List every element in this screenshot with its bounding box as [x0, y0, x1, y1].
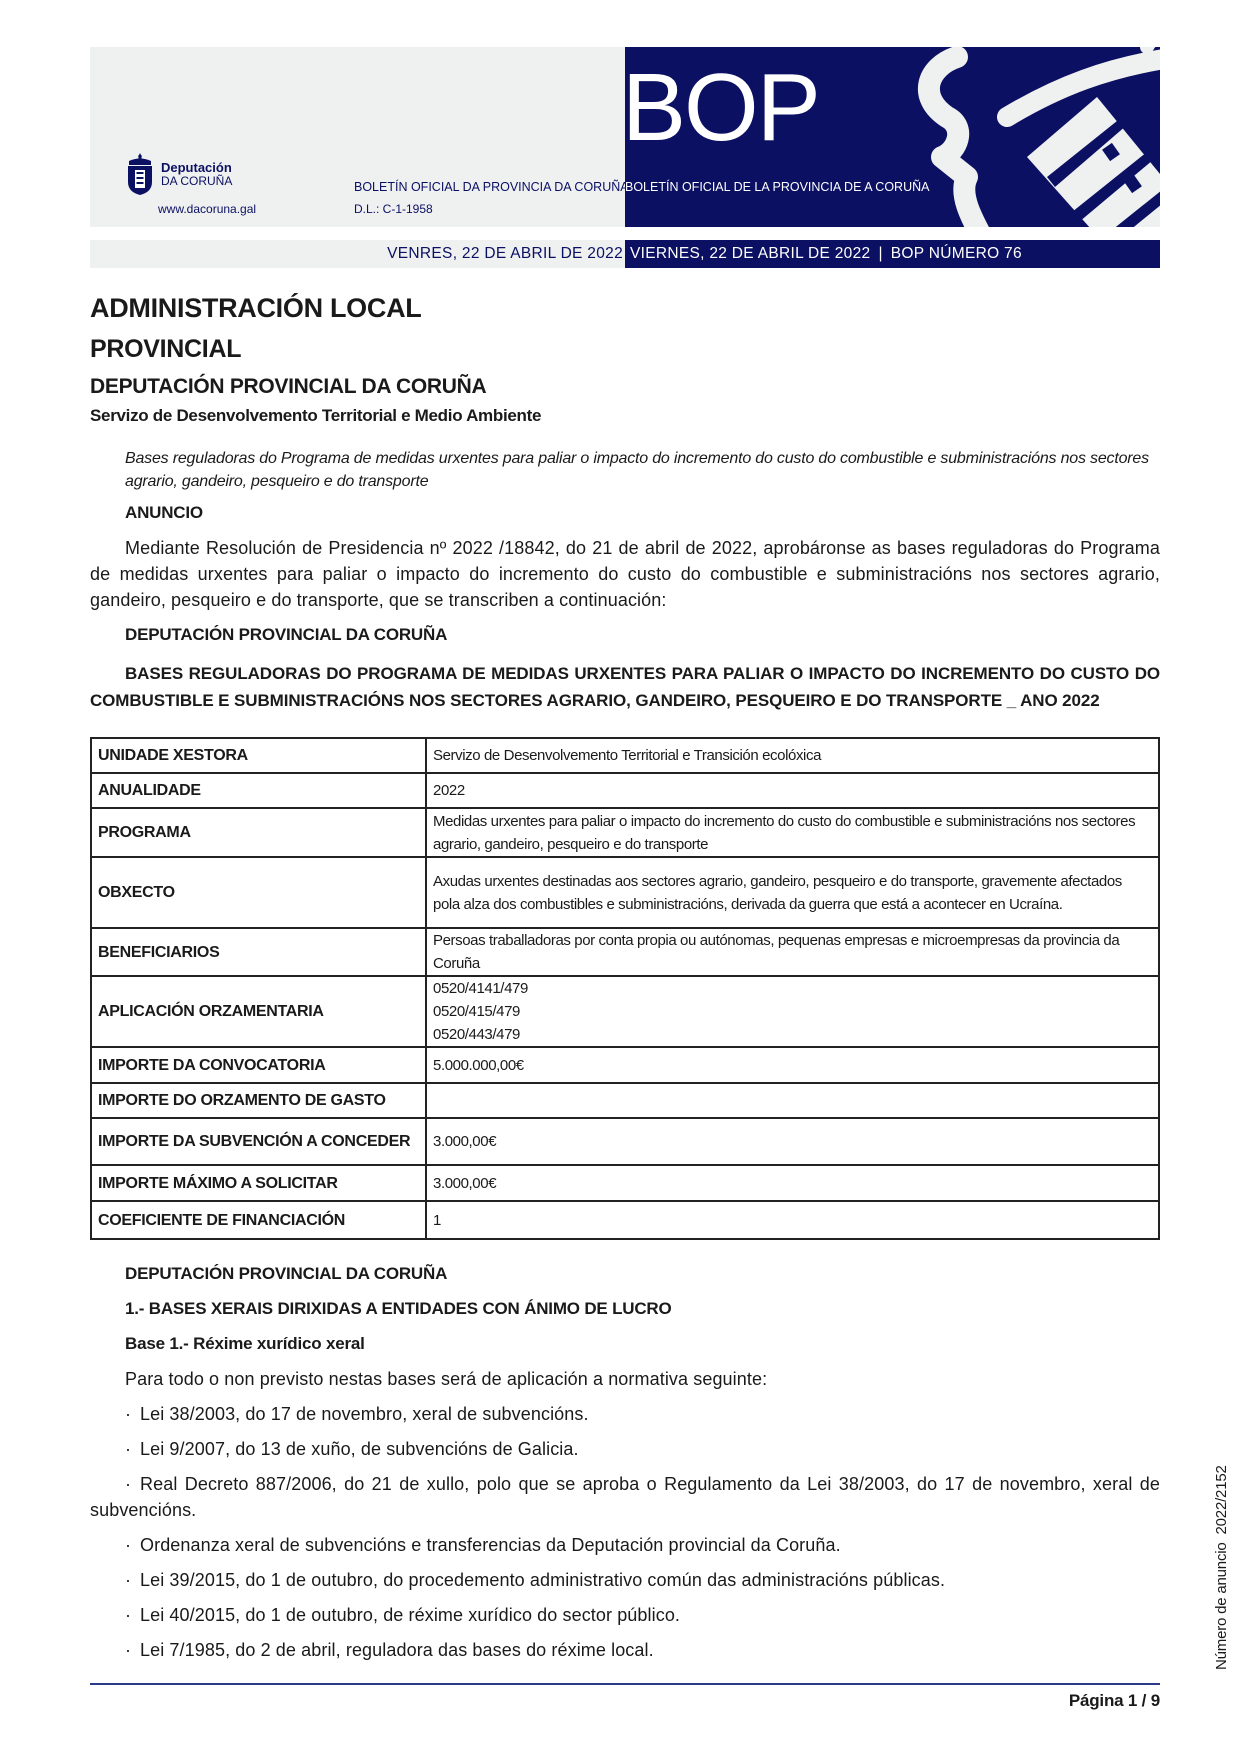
bulletin-title-galician: BOLETÍN OFICIAL DA PROVINCIA DA CORUÑA [354, 180, 629, 194]
table-row [91, 1047, 1159, 1083]
table-key: IMPORTE DA CONVOCATORIA [91, 1047, 426, 1083]
table-row [91, 857, 1159, 928]
table-row [91, 808, 1159, 857]
resolution-paragraph: Mediante Resolución de Presidencia nº 2022 /18842, do 21 de abril de 2022, aprobáronse as bases reguladoras do Programa de medidas urxentes para paliar o impacto do incremento do custo do combustible e subministracións nos sectores agrario, gandeiro, pesqueiro e do transporte, que se transcriben a continuación: [90, 538, 1160, 610]
separator: | [878, 245, 883, 262]
budget-line: 0520/4141/479 [433, 980, 528, 997]
table-row [91, 1118, 1159, 1165]
bullet-icon: · [125, 1605, 132, 1625]
table-row [91, 928, 1159, 976]
bullet-icon: · [125, 1640, 132, 1660]
issue-number: BOP NÚMERO 76 [890, 245, 1022, 262]
bullet-icon: · [125, 1535, 132, 1555]
budget-line: 0520/415/479 [433, 1003, 520, 1020]
normative-intro: Para todo o non previsto nestas bases será de aplicación a normativa seguinte: [125, 1369, 768, 1389]
bop-brand-title: BOP [622, 54, 819, 161]
table-row [91, 976, 1159, 1047]
date-spanish: VIERNES, 22 DE ABRIL DE 2022 [630, 245, 871, 262]
table-value: 2022 [426, 773, 1159, 808]
date-issue-spanish [630, 245, 1022, 263]
table-value: Medidas urxentes para paliar o impacto do incremento do custo do combustible e subministracións nos sectores agrario, gandeiro, pesqueiro e do transporte [426, 808, 1159, 857]
table-key: IMPORTE MÁXIMO A SOLICITAR [91, 1165, 426, 1201]
table-value: Persoas traballadoras por conta propia ou autónomas, pequenas empresas e microempresas da provincia da Coruña [426, 928, 1159, 976]
crest-watermark-icon [887, 47, 1160, 227]
website-link[interactable]: www.dacoruna.gal [158, 202, 257, 216]
entity-repeat-heading: DEPUTACIÓN PROVINCIAL DA CORUÑA [125, 625, 448, 644]
announcement-subject: Bases reguladoras do Programa de medidas urxentes para paliar o impacto do incremento do custo do combustible e subministracións nos sectores agrario, gandeiro, pesqueiro e do transporte [125, 450, 1149, 490]
list-item: · Lei 9/2007, do 13 de xuño, de subvencións de Galicia. [90, 1436, 1160, 1462]
page-number: Página 1 / 9 [1068, 1691, 1160, 1710]
section-1-heading: 1.- BASES XERAIS DIRIXIDAS A ENTIDADES CON ÁNIMO DE LUCRO [125, 1299, 672, 1318]
table-value: Axudas urxentes destinadas aos sectores agrario, gandeiro, pesqueiro e do transporte, gravemente afectados pola alza dos combustibles e subministracións, derivada da guerra que está a acontecer en Ucraína. [426, 857, 1159, 928]
table-key: APLICACIÓN ORZAMENTARIA [91, 976, 426, 1047]
program-summary-table [90, 737, 1160, 1240]
table-value: 1 [426, 1201, 1159, 1239]
table-key: ANUALIDADE [91, 773, 426, 808]
bullet-icon: · [125, 1404, 132, 1424]
announcement-number: 2022/2152 [1213, 1465, 1230, 1535]
table-key: IMPORTE DO ORZAMENTO DE GASTO [91, 1083, 426, 1118]
budget-line: 0520/443/479 [433, 1026, 520, 1043]
deputacion-logo[interactable] [125, 152, 235, 196]
list-item: · Real Decreto 887/2006, do 21 de xullo, polo que se aproba o Regulamento da Lei 38/2003, do 17 de novembro, xeral de subvencións. [90, 1471, 1160, 1523]
table-key: IMPORTE DA SUBVENCIÓN A CONCEDER [91, 1118, 426, 1165]
announcement-number-vertical [1213, 1465, 1230, 1670]
table-row [91, 1165, 1159, 1201]
table-value: 3.000,00€ [426, 1165, 1159, 1201]
list-item: · Lei 38/2003, do 17 de novembro, xeral de subvencións. [90, 1401, 1160, 1427]
logo-line2: DA CORUÑA [161, 173, 233, 188]
table-value [426, 976, 1159, 1047]
list-item: · Lei 7/1985, do 2 de abril, reguladora das bases do réxime local. [90, 1637, 1160, 1663]
list-item: · Ordenanza xeral de subvencións e transferencias da Deputación provincial da Coruña. [90, 1532, 1160, 1558]
entity-heading: DEPUTACIÓN PROVINCIAL DA CORUÑA [90, 375, 487, 398]
bases-title: BASES REGULADORAS DO PROGRAMA DE MEDIDAS URXENTES PARA PALIAR O IMPACTO DO INCREMENTO DO CUSTO DO COMBUSTIBLE E SUBMINISTRACIÓNS NOS SECTORES AGRARIO, GANDEIRO, PESQUEIRO E DO TRANSPORTE _ ANO 2022 [90, 664, 1160, 710]
coat-of-arms-icon [125, 152, 155, 196]
anuncio-label: ANUNCIO [125, 503, 203, 522]
subsection-heading: PROVINCIAL [90, 335, 242, 363]
table-key: UNIDADE XESTORA [91, 738, 426, 773]
table-value: 3.000,00€ [426, 1118, 1159, 1165]
table-key: PROGRAMA [91, 808, 426, 857]
table-value: 5.000.000,00€ [426, 1047, 1159, 1083]
table-key: OBXECTO [91, 857, 426, 928]
table-row [91, 773, 1159, 808]
bullet-icon: · [125, 1439, 132, 1459]
logo-line1: Deputación [161, 159, 232, 175]
legal-deposit: D.L.: C-1-1958 [354, 202, 433, 216]
table-row [91, 738, 1159, 773]
section-heading: ADMINISTRACIÓN LOCAL [90, 293, 422, 323]
table-key: BENEFICIARIOS [91, 928, 426, 976]
table-key: COEFICIENTE DE FINANCIACIÓN [91, 1201, 426, 1239]
bulletin-title-spanish: BOLETÍN OFICIAL DE LA PROVINCIA DE A CORUÑA [625, 180, 930, 194]
logo-wordmark [161, 161, 232, 187]
header-gray-band [90, 47, 625, 227]
footer-rule [90, 1683, 1160, 1685]
date-galician: VENRES, 22 DE ABRIL DE 2022 [387, 245, 623, 262]
list-item: · Lei 40/2015, do 1 de outubro, de réxime xurídico do sector público. [90, 1602, 1160, 1628]
entity-heading-2: DEPUTACIÓN PROVINCIAL DA CORUÑA [125, 1264, 448, 1283]
service-heading: Servizo de Desenvolvemento Territorial e Medio Ambiente [90, 406, 542, 425]
list-item: · Lei 39/2015, do 1 de outubro, do procedemento administrativo común das administracións públicas. [90, 1567, 1160, 1593]
bullet-icon: · [125, 1474, 132, 1494]
bullet-icon: · [125, 1570, 132, 1590]
announcement-label: Número de anuncio [1213, 1542, 1230, 1670]
table-value: Servizo de Desenvolvemento Territorial e Transición ecolóxica [426, 738, 1159, 773]
table-row [91, 1083, 1159, 1118]
table-value [426, 1083, 1159, 1118]
base-1-heading: Base 1.- Réxime xurídico xeral [125, 1334, 365, 1353]
table-row [91, 1201, 1159, 1239]
